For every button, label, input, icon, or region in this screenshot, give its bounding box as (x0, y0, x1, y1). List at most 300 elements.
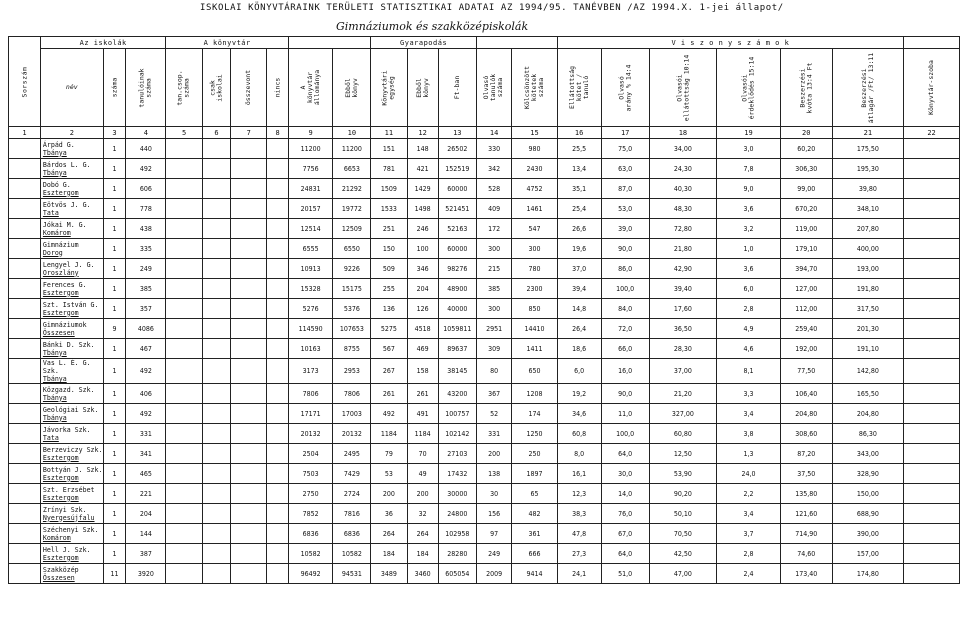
school-name: Hell J. Szk. (42, 545, 91, 554)
data-cell: 19,2 (557, 384, 601, 404)
data-cell: 201,30 (832, 319, 903, 339)
data-cell: 406 (126, 384, 166, 404)
data-cell (166, 524, 202, 544)
school-name: Jókai M. G. (42, 220, 87, 229)
data-cell: 300 (512, 239, 557, 259)
data-cell: 421 (407, 159, 438, 179)
data-cell (166, 299, 202, 319)
column-number: 18 (649, 127, 717, 139)
data-cell: 89637 (438, 339, 476, 359)
data-cell: 438 (126, 219, 166, 239)
school-name: Szt. Erzsébet (42, 485, 95, 494)
data-cell (166, 219, 202, 239)
data-cell: 2430 (512, 159, 557, 179)
data-cell (267, 239, 288, 259)
column-header-label: nincs (273, 77, 282, 98)
data-cell (267, 159, 288, 179)
data-cell: 204 (126, 504, 166, 524)
data-cell: 9414 (512, 564, 557, 584)
column-header (557, 49, 601, 127)
data-cell: 6653 (333, 159, 371, 179)
data-cell: 1184 (407, 424, 438, 444)
data-cell: 106,40 (780, 384, 832, 404)
data-cell: 492 (126, 404, 166, 424)
data-cell: 2,4 (717, 564, 781, 584)
column-header (40, 49, 103, 127)
data-cell (166, 564, 202, 584)
data-cell: 20132 (288, 424, 333, 444)
school-name-cell (40, 339, 103, 359)
data-cell (904, 199, 960, 219)
data-cell (166, 259, 202, 279)
data-cell (231, 359, 267, 384)
data-cell: 179,10 (780, 239, 832, 259)
table-row (9, 259, 960, 279)
data-cell: 335 (126, 239, 166, 259)
data-cell (904, 339, 960, 359)
data-cell: 27,3 (557, 544, 601, 564)
data-cell: 90,20 (649, 484, 717, 504)
data-cell: 192,00 (780, 339, 832, 359)
data-cell: 102958 (438, 524, 476, 544)
school-name-cell (40, 484, 103, 504)
row-index-cell (9, 179, 41, 199)
group-gyarapodas: Gyarapodás (371, 37, 477, 49)
table-row (9, 464, 960, 484)
column-number: 5 (166, 127, 202, 139)
school-name: Jávorka Szk. (42, 425, 91, 434)
data-cell (231, 179, 267, 199)
data-cell: 1 (103, 139, 126, 159)
data-cell (231, 299, 267, 319)
column-header (512, 49, 557, 127)
table-row (9, 299, 960, 319)
data-cell: 38145 (438, 359, 476, 384)
data-cell: 482 (512, 504, 557, 524)
data-cell: 80 (476, 359, 511, 384)
data-cell (166, 179, 202, 199)
statistics-table (8, 36, 960, 584)
data-cell: 36,50 (649, 319, 717, 339)
group-konyvtar: A könyvtár (166, 37, 288, 49)
data-cell: 5275 (371, 319, 407, 339)
data-cell: 521451 (438, 199, 476, 219)
row-index-cell (9, 564, 41, 584)
column-header (333, 49, 371, 127)
side-label-cell (9, 37, 41, 127)
data-cell: 387 (126, 544, 166, 564)
data-cell: 1509 (371, 179, 407, 199)
school-location: Esztergom (42, 473, 79, 482)
school-name: Zrínyi Szk. (42, 505, 87, 514)
column-header-label: Ebből könyv (414, 77, 430, 98)
data-cell (166, 319, 202, 339)
data-cell: 781 (371, 159, 407, 179)
school-location: Esztergom (42, 553, 79, 562)
data-cell (202, 384, 230, 404)
school-name-cell (40, 424, 103, 444)
data-cell: 3,6 (717, 199, 781, 219)
data-cell: 28280 (438, 544, 476, 564)
data-cell: 2951 (476, 319, 511, 339)
column-number: 10 (333, 127, 371, 139)
data-cell (231, 239, 267, 259)
data-cell (904, 524, 960, 544)
data-cell: 43200 (438, 384, 476, 404)
column-number: 3 (103, 127, 126, 139)
school-name-cell (40, 504, 103, 524)
data-cell: 38,3 (557, 504, 601, 524)
data-cell: 1184 (371, 424, 407, 444)
data-cell (202, 159, 230, 179)
table-row (9, 424, 960, 444)
data-cell (267, 299, 288, 319)
data-cell (904, 504, 960, 524)
data-cell: 24,30 (649, 159, 717, 179)
data-cell: 1 (103, 159, 126, 179)
data-cell: 1 (103, 384, 126, 404)
data-cell (166, 484, 202, 504)
data-cell: 39,40 (649, 279, 717, 299)
data-cell: 158 (407, 359, 438, 384)
data-cell (202, 544, 230, 564)
data-cell (202, 339, 230, 359)
data-cell: 8,1 (717, 359, 781, 384)
data-cell: 96492 (288, 564, 333, 584)
column-number: 1 (9, 127, 41, 139)
data-cell: 72,0 (601, 319, 649, 339)
data-cell: 465 (126, 464, 166, 484)
data-cell: 688,90 (832, 504, 903, 524)
data-cell (231, 319, 267, 339)
data-cell (202, 564, 230, 584)
data-cell: 21,20 (649, 384, 717, 404)
data-cell: 409 (476, 199, 511, 219)
data-cell: 309 (476, 339, 511, 359)
data-cell: 547 (512, 219, 557, 239)
school-location: Összesen (42, 328, 75, 337)
data-cell: 1461 (512, 199, 557, 219)
data-cell: 152519 (438, 159, 476, 179)
data-cell (904, 384, 960, 404)
data-cell (166, 404, 202, 424)
data-cell: 980 (512, 139, 557, 159)
data-cell: 99,00 (780, 179, 832, 199)
data-cell: 34,00 (649, 139, 717, 159)
school-location: Dorog (42, 248, 63, 257)
data-cell: 14,0 (601, 484, 649, 504)
school-name: Gimnázium (42, 240, 79, 249)
school-name-cell (40, 239, 103, 259)
data-cell (231, 199, 267, 219)
data-cell (904, 259, 960, 279)
data-cell: 150 (371, 239, 407, 259)
column-number: 2 (40, 127, 103, 139)
data-cell: 97 (476, 524, 511, 544)
data-cell: 8755 (333, 339, 371, 359)
data-cell: 67,0 (601, 524, 649, 544)
data-cell (904, 159, 960, 179)
data-cell: 306,30 (780, 159, 832, 179)
data-cell: 492 (126, 159, 166, 179)
data-cell: 7852 (288, 504, 333, 524)
row-index-cell (9, 159, 41, 179)
table-row (9, 179, 960, 199)
school-name: Ferences G. (42, 280, 87, 289)
data-cell: 778 (126, 199, 166, 219)
data-cell: 4518 (407, 319, 438, 339)
data-cell: 174,80 (832, 564, 903, 584)
data-cell (231, 504, 267, 524)
data-cell: 1 (103, 464, 126, 484)
data-cell (267, 524, 288, 544)
data-cell: 6,0 (717, 279, 781, 299)
school-name-cell (40, 544, 103, 564)
data-cell (904, 319, 960, 339)
data-cell: 135,80 (780, 484, 832, 504)
data-cell: 79 (371, 444, 407, 464)
row-index-cell (9, 359, 41, 384)
data-cell (904, 299, 960, 319)
data-cell: 3,7 (717, 524, 781, 544)
data-cell (202, 299, 230, 319)
data-cell: 14410 (512, 319, 557, 339)
data-cell: 19,6 (557, 239, 601, 259)
data-cell: 7806 (333, 384, 371, 404)
data-cell (231, 484, 267, 504)
data-cell: 6,0 (557, 359, 601, 384)
column-header-label: Ft-ban (452, 75, 461, 100)
row-index-cell (9, 464, 41, 484)
data-cell: 13,4 (557, 159, 601, 179)
data-cell: 327,00 (649, 404, 717, 424)
data-cell: 17003 (333, 404, 371, 424)
data-cell: 1 (103, 259, 126, 279)
data-cell (231, 219, 267, 239)
data-cell (267, 319, 288, 339)
school-location: Tbánya (42, 413, 67, 422)
data-cell: 20157 (288, 199, 333, 219)
data-cell: 5376 (333, 299, 371, 319)
data-cell: 1897 (512, 464, 557, 484)
table-row (9, 444, 960, 464)
column-number: 16 (557, 127, 601, 139)
data-cell (166, 199, 202, 219)
data-cell: 47,8 (557, 524, 601, 544)
school-location: Nyergesújfalu (42, 513, 95, 522)
data-cell (904, 564, 960, 584)
school-name-cell (40, 564, 103, 584)
document-subtitle: Gimnáziumok és szakközépiskolák (336, 20, 529, 33)
data-cell: 53,0 (601, 199, 649, 219)
column-header-label: Ebből könyv (343, 77, 359, 98)
data-cell: 666 (512, 544, 557, 564)
data-cell: 2495 (333, 444, 371, 464)
data-cell: 528 (476, 179, 511, 199)
data-cell: 331 (126, 424, 166, 444)
data-cell: 25,5 (557, 139, 601, 159)
school-location: Tbánya (42, 148, 67, 157)
column-number: 15 (512, 127, 557, 139)
data-cell: 148 (407, 139, 438, 159)
data-cell: 342 (476, 159, 511, 179)
school-location: Tata (42, 208, 59, 217)
data-cell: 112,00 (780, 299, 832, 319)
column-number: 17 (601, 127, 649, 139)
data-cell: 173,40 (780, 564, 832, 584)
data-cell: 200 (476, 444, 511, 464)
data-cell: 2724 (333, 484, 371, 504)
data-cell: 35,1 (557, 179, 601, 199)
data-cell (202, 239, 230, 259)
data-cell: 121,60 (780, 504, 832, 524)
row-index-cell (9, 279, 41, 299)
data-cell (202, 319, 230, 339)
data-cell (267, 219, 288, 239)
school-name: Geológiai Szk. (42, 405, 99, 414)
side-label: Sorszám (20, 66, 29, 97)
data-cell: 200 (407, 484, 438, 504)
column-number: 8 (267, 127, 288, 139)
data-cell: 144 (126, 524, 166, 544)
data-cell: 264 (407, 524, 438, 544)
data-cell: 780 (512, 259, 557, 279)
table-row (9, 404, 960, 424)
school-name: Széchenyi Szk. (42, 525, 99, 534)
data-cell: 184 (371, 544, 407, 564)
data-cell: 12,3 (557, 484, 601, 504)
data-cell: 1 (103, 179, 126, 199)
data-cell: 191,80 (832, 279, 903, 299)
school-name: Bánki D. Szk. (42, 340, 95, 349)
data-cell: 469 (407, 339, 438, 359)
data-cell: 42,50 (649, 544, 717, 564)
data-cell: 24831 (288, 179, 333, 199)
group-blank-3 (904, 37, 960, 49)
data-cell: 15328 (288, 279, 333, 299)
data-cell: 317,50 (832, 299, 903, 319)
table-row (9, 159, 960, 179)
school-name: Dobó G. (42, 180, 71, 189)
data-cell: 24800 (438, 504, 476, 524)
data-cell: 40,30 (649, 179, 717, 199)
data-cell (904, 239, 960, 259)
data-cell: 440 (126, 139, 166, 159)
data-cell: 19772 (333, 199, 371, 219)
data-cell: 1 (103, 239, 126, 259)
data-cell (166, 339, 202, 359)
data-cell: 3,8 (717, 424, 781, 444)
data-cell: 98276 (438, 259, 476, 279)
column-header-label: Ellátottság kötet / tanuló (567, 65, 590, 110)
data-cell (267, 384, 288, 404)
school-location: Esztergom (42, 288, 79, 297)
data-cell (231, 544, 267, 564)
column-number: 20 (780, 127, 832, 139)
column-header (267, 49, 288, 127)
data-cell: 90,0 (601, 384, 649, 404)
row-index-cell (9, 259, 41, 279)
data-cell (231, 259, 267, 279)
data-cell (904, 404, 960, 424)
data-cell: 10582 (333, 544, 371, 564)
column-header-label: Beszerzési átlagár /Ft/ 13:11 (859, 52, 875, 123)
data-cell: 9226 (333, 259, 371, 279)
data-cell: 76,0 (601, 504, 649, 524)
data-cell (267, 279, 288, 299)
group-blank-2 (476, 37, 557, 49)
data-cell: 100757 (438, 404, 476, 424)
column-header (601, 49, 649, 127)
data-cell: 15175 (333, 279, 371, 299)
row-index-cell (9, 319, 41, 339)
column-number: 14 (476, 127, 511, 139)
school-location: Esztergom (42, 308, 79, 317)
data-cell: 267 (371, 359, 407, 384)
data-cell: 191,10 (832, 339, 903, 359)
data-cell (166, 504, 202, 524)
data-cell: 331 (476, 424, 511, 444)
data-cell: 11 (103, 564, 126, 584)
data-cell: 12,50 (649, 444, 717, 464)
data-cell: 4752 (512, 179, 557, 199)
data-cell: 1 (103, 504, 126, 524)
table-row (9, 319, 960, 339)
column-header (649, 49, 717, 127)
data-cell: 66,0 (601, 339, 649, 359)
data-cell: 3,4 (717, 504, 781, 524)
column-number: 6 (202, 127, 230, 139)
data-cell (202, 484, 230, 504)
data-cell: 60000 (438, 239, 476, 259)
column-number: 22 (904, 127, 960, 139)
data-cell: 7,8 (717, 159, 781, 179)
data-cell: 2,8 (717, 299, 781, 319)
table-row (9, 279, 960, 299)
data-cell: 172 (476, 219, 511, 239)
table-row (9, 564, 960, 584)
data-cell: 70 (407, 444, 438, 464)
data-cell (231, 524, 267, 544)
column-header (231, 49, 267, 127)
data-cell: 53 (371, 464, 407, 484)
column-header-label: Könyvtár-szoba (927, 60, 936, 115)
row-index-cell (9, 139, 41, 159)
column-header (717, 49, 781, 127)
data-cell (202, 424, 230, 444)
data-cell: 142,80 (832, 359, 903, 384)
data-cell: 250 (512, 444, 557, 464)
data-cell: 343,00 (832, 444, 903, 464)
data-cell (267, 179, 288, 199)
school-name: Szakközép (42, 565, 79, 574)
data-cell (202, 359, 230, 384)
data-cell: 1 (103, 339, 126, 359)
data-cell: 1208 (512, 384, 557, 404)
school-name-cell (40, 404, 103, 424)
data-cell: 2,8 (717, 544, 781, 564)
data-cell: 28,30 (649, 339, 717, 359)
data-cell: 49 (407, 464, 438, 484)
data-cell: 2009 (476, 564, 511, 584)
data-cell (231, 279, 267, 299)
data-cell: 40000 (438, 299, 476, 319)
data-cell: 9,0 (717, 179, 781, 199)
school-location: Összesen (42, 573, 75, 582)
data-cell: 51,0 (601, 564, 649, 584)
row-index-cell (9, 219, 41, 239)
school-name: Bárdos L. G. (42, 160, 91, 169)
